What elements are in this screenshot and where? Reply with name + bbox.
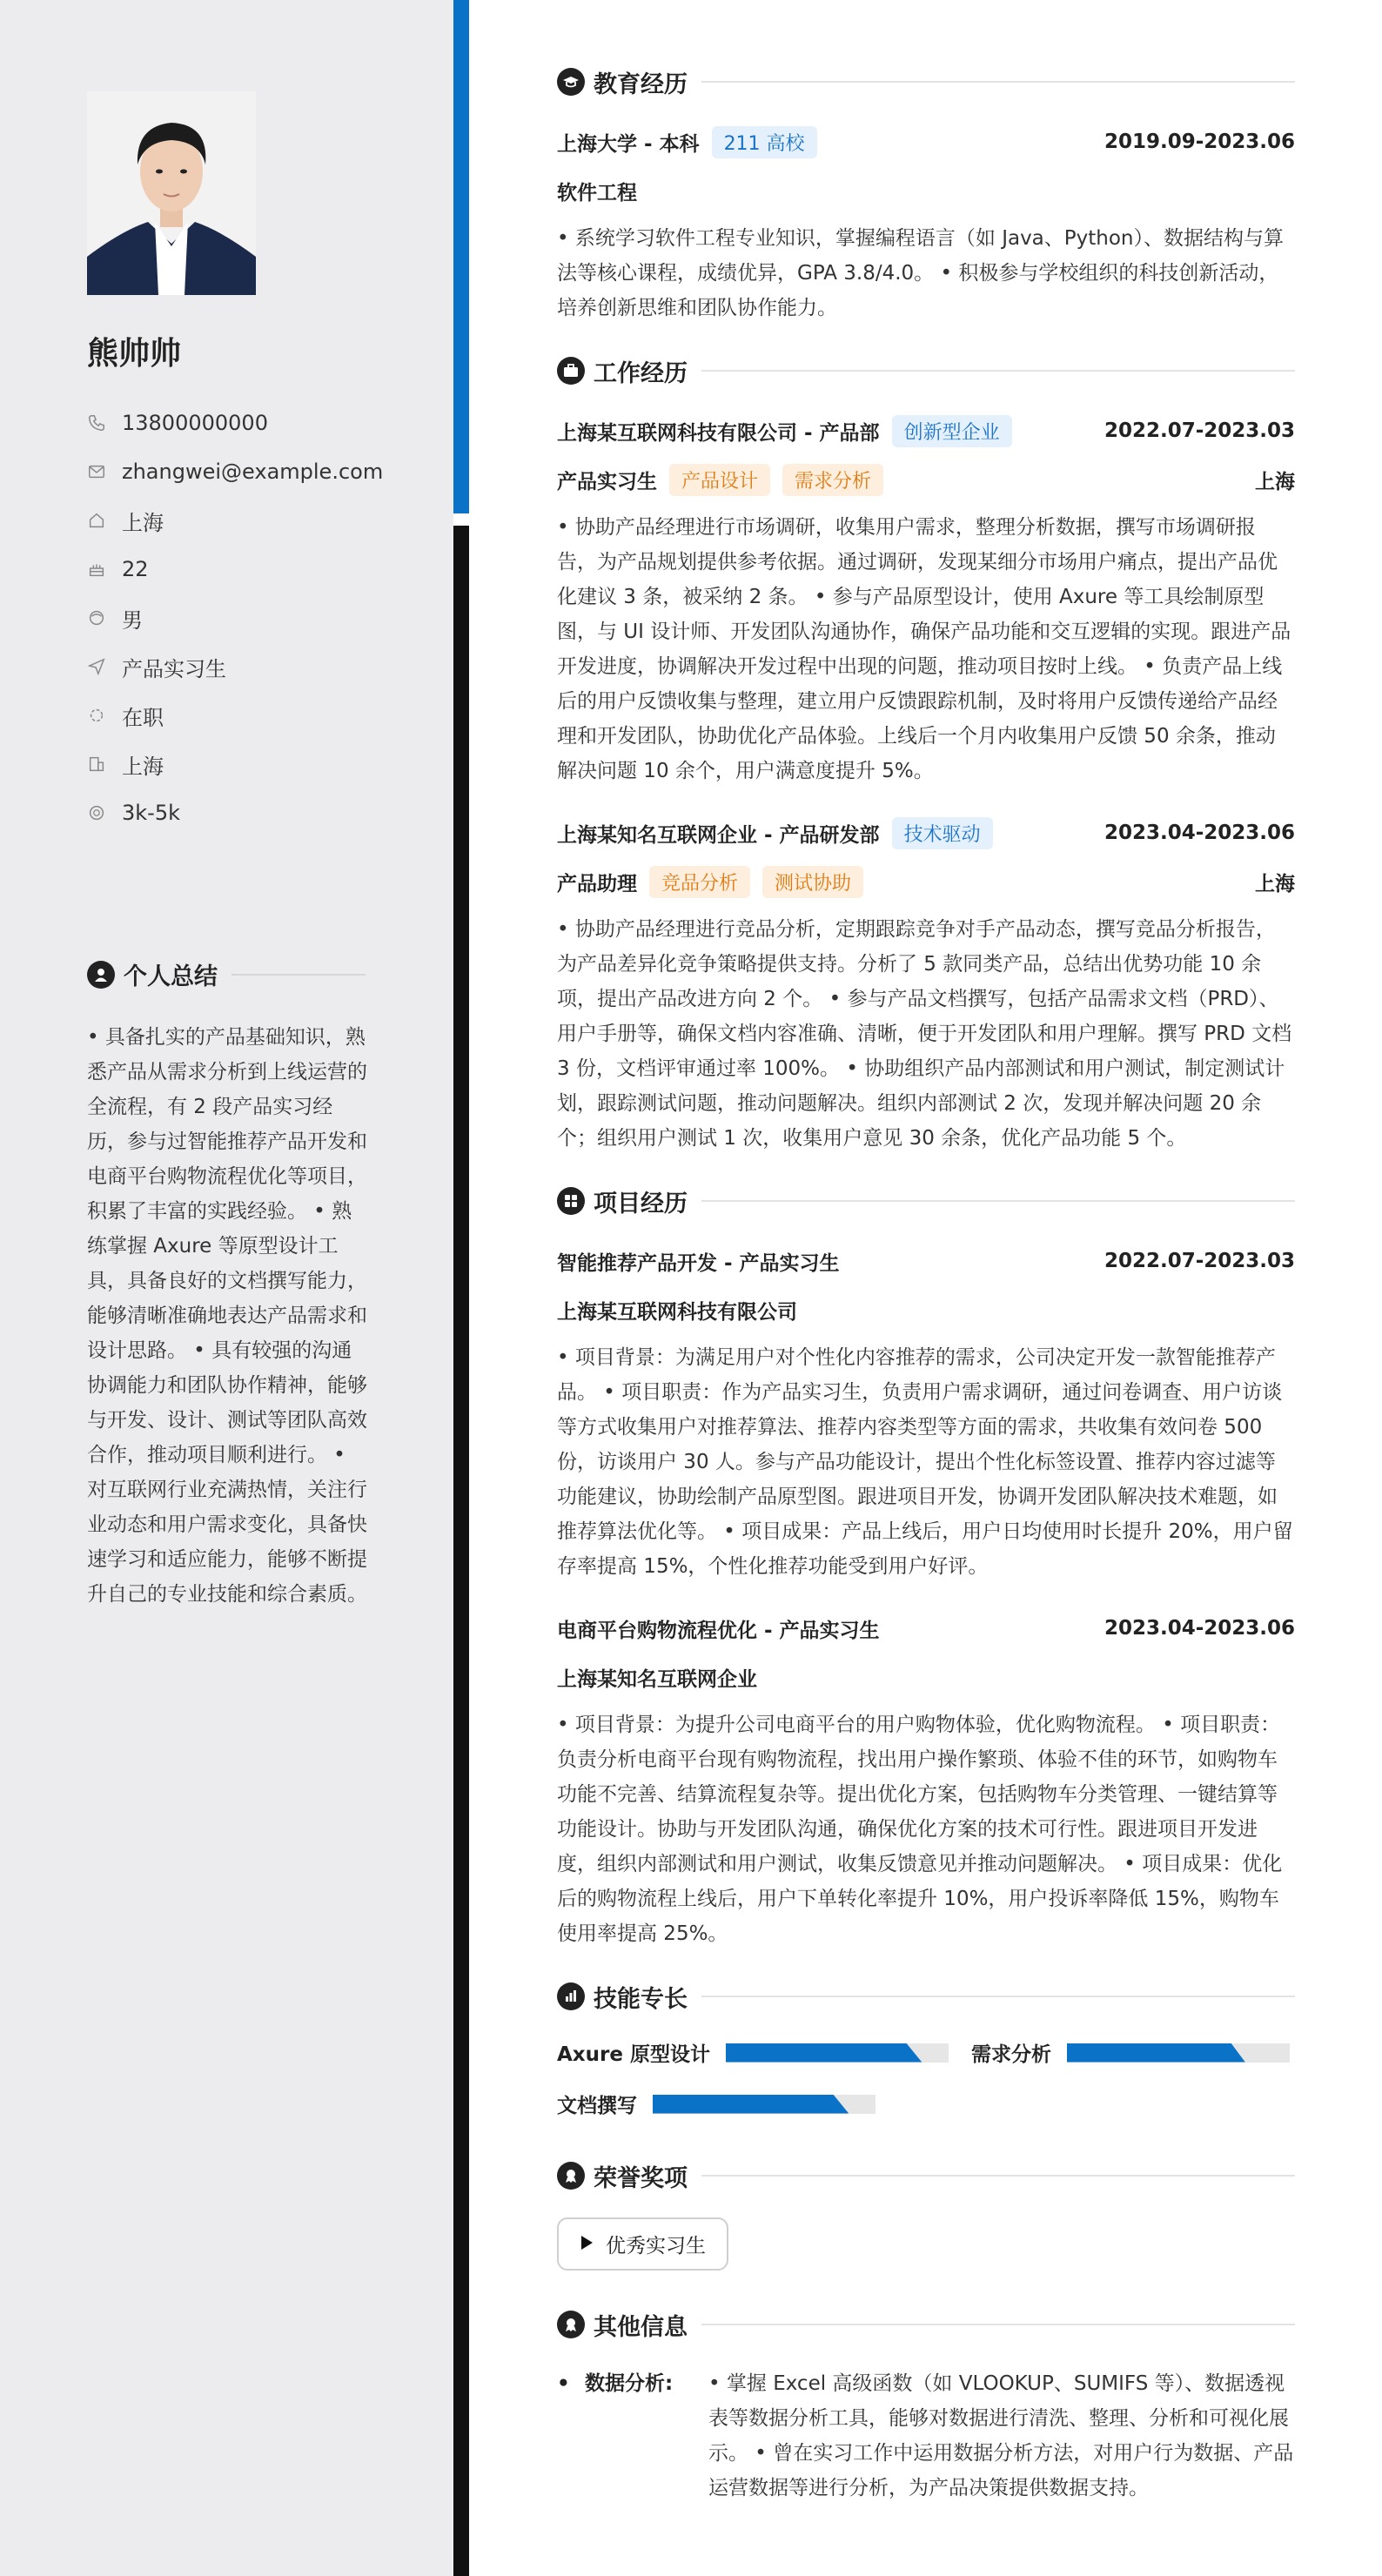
other-divider bbox=[701, 2324, 1295, 2325]
info-salary-text: 3k-5k bbox=[122, 801, 180, 825]
cake-icon bbox=[87, 560, 122, 579]
project-desc: • 项目背景：为满足用户对个性化内容推荐的需求，公司决定开发一款智能推荐产品。 • 项目职责：作为产品实习生，负责用户需求调研，通过问卷调查、用户访谈等方式收集用户对推荐算法、推荐内容类型等方面的需求，共收集有效问卷 500 份，访谈用户 30 人。参与产品功能设计，提出个性化标签设置、推荐内容过滤等功能建议，协助绘制产品原型图。跟进项目开发，协调开发团队解决技术难题，如推荐算法优化等。 • 项目成果：产品上线后，用户日均使用时长提升 20%，用户留存率提高 15%，个性化推荐功能受到用户好评。 bbox=[557, 1346, 1293, 1578]
summary-heading bbox=[87, 957, 366, 991]
project-company: 上海某知名互联网企业 bbox=[557, 1667, 757, 1691]
work-role-row bbox=[557, 863, 1295, 900]
other-title: 其他信息 bbox=[594, 2313, 688, 2341]
skill-bar bbox=[1067, 2043, 1290, 2063]
info-position bbox=[87, 642, 418, 691]
info-gender bbox=[87, 594, 418, 642]
skill-item bbox=[557, 2038, 949, 2067]
major: 软件工程 bbox=[557, 181, 637, 205]
education-title: 教育经历 bbox=[594, 70, 688, 98]
other-label: 数据分析: bbox=[585, 2372, 674, 2395]
briefcase-icon bbox=[557, 357, 585, 385]
main-content bbox=[557, 63, 1295, 2506]
mail-icon bbox=[87, 462, 122, 481]
award-icon bbox=[557, 2162, 585, 2190]
honors-heading bbox=[557, 2157, 1295, 2195]
work-location: 上海 bbox=[1255, 872, 1295, 896]
work-company-tag: 技术驱动 bbox=[892, 817, 993, 849]
education-desc: • 系统学习软件工程专业知识，掌握编程语言（如 Java、Python）、数据结构与算法等核心课程，成绩优异，GPA 3.8/4.0。 • 积极参与学校组织的科技创新活动，培养创新思维和团队协作能力。 bbox=[557, 227, 1284, 319]
work-date: 2023.04-2023.06 bbox=[1104, 822, 1295, 844]
other-item bbox=[557, 2366, 1295, 2506]
gender-icon bbox=[87, 608, 122, 627]
info-salary bbox=[87, 788, 418, 837]
profile-name: 熊帅帅 bbox=[87, 336, 182, 372]
grid-icon bbox=[557, 1187, 585, 1215]
work-heading bbox=[557, 352, 1295, 390]
honors-divider bbox=[701, 2175, 1295, 2177]
info-age bbox=[87, 545, 418, 594]
work-date: 2022.07-2023.03 bbox=[1104, 419, 1295, 442]
projects-title: 项目经历 bbox=[594, 1190, 688, 1218]
info-position-text: 产品实习生 bbox=[122, 656, 226, 681]
info-email-text: zhangwei@example.com bbox=[122, 460, 384, 484]
info-city-text: 上海 bbox=[122, 754, 164, 779]
info-phone bbox=[87, 399, 418, 447]
work-location: 上海 bbox=[1255, 470, 1295, 493]
work-company-row bbox=[557, 413, 1295, 449]
play-icon bbox=[580, 2233, 594, 2256]
school-tag: 211 高校 bbox=[712, 126, 817, 158]
skill-name: 需求分析 bbox=[970, 2043, 1051, 2066]
avatar bbox=[87, 91, 256, 295]
skill-bar-fill bbox=[726, 2043, 922, 2063]
education-date: 2019.09-2023.06 bbox=[1104, 131, 1295, 153]
building-icon bbox=[87, 755, 122, 774]
info-status bbox=[87, 691, 418, 740]
project-row bbox=[557, 1243, 1295, 1279]
work-role-tag: 产品设计 bbox=[669, 464, 770, 496]
education-heading bbox=[557, 63, 1295, 101]
bar-chart-icon bbox=[557, 1982, 585, 2010]
user-icon bbox=[87, 961, 115, 989]
skill-bar bbox=[653, 2095, 875, 2114]
skills-title: 技能专长 bbox=[594, 1985, 688, 2013]
award-icon bbox=[557, 2311, 585, 2338]
work-company-tag: 创新型企业 bbox=[892, 415, 1012, 447]
home-icon bbox=[87, 511, 122, 530]
award-badge bbox=[557, 2217, 728, 2271]
work-title: 工作经历 bbox=[594, 359, 688, 387]
bullet-icon: • bbox=[557, 2372, 570, 2395]
education-divider bbox=[701, 81, 1295, 83]
summary-divider bbox=[231, 974, 366, 976]
info-phone-text: 13800000000 bbox=[122, 411, 268, 435]
project-date: 2023.04-2023.06 bbox=[1104, 1617, 1295, 1640]
summary-text: • 具备扎实的产品基础知识，熟悉产品从需求分析到上线运营的全流程，有 2 段产品实习经历，参与过智能推荐产品开发和电商平台购物流程优化等项目，积累了丰富的实践经验。 • 熟练掌握 Axure 等原型设计工具，具备良好的文档撰写能力，能够清晰准确地表达产品需求和设计思路。 • 具有较强的沟通协调能力和团队协作精神，能够与开发、设计、测试等团队高效合作，推动项目顺利进行。 • 对互联网行业充满热情，关注行业动态和用户需求变化，具备快速学习和适应能力，能够不断提升自己的专业技能和综合素质。 bbox=[87, 1026, 367, 1606]
other-heading bbox=[557, 2305, 1295, 2344]
info-email bbox=[87, 447, 418, 496]
skills-heading bbox=[557, 1977, 1295, 2016]
work-desc: • 协助产品经理进行市场调研，收集用户需求，整理分析数据，撰写市场调研报告，为产品规划提供参考依据。通过调研，发现某细分市场用户痛点，提出产品优化建议 3 条，被采纳 2 条。 • 参与产品原型设计，使用 Axure 等工具绘制原型图，与 UI 设计师、开发团队沟通协作，确保产品功能和交互逻辑的实现。跟进产品开发进度，协调解决开发过程中出现的问题，推动项目按时上线。 • 负责产品上线后的用户反馈收集与整理，建立用户反馈跟踪机制，及时将用户反馈传递给产品经理和开发团队，协助优化产品体验。上线后一个月内收集用户反馈 50 余条，推动解决问题 10 余个，用户满意度提升 5%。 bbox=[557, 516, 1291, 782]
other-text: • 掌握 Excel 高级函数（如 VLOOKUP、SUMIFS 等）、数据透视表等数据分析工具，能够对数据进行清洗、整理、分析和可视化展示。 • 曾在实习工作中运用数据分析方法，对用户行为数据、产品运营数据等进行分析，为产品决策提供数据支持。 bbox=[708, 2372, 1294, 2499]
salary-icon bbox=[87, 803, 122, 822]
skill-name: 文档撰写 bbox=[557, 2095, 637, 2117]
work-role-tag: 需求分析 bbox=[782, 464, 883, 496]
graduation-cap-icon bbox=[557, 68, 585, 96]
info-city bbox=[87, 740, 418, 788]
skill-bar bbox=[726, 2043, 949, 2063]
avatar-photo bbox=[87, 91, 256, 295]
work-role-tag: 竞品分析 bbox=[649, 866, 750, 898]
work-desc: • 协助产品经理进行竞品分析，定期跟踪竞争对手产品动态，撰写竞品分析报告，为产品差异化竞争策略提供支持。分析了 5 款同类产品，总结出优势功能 10 余项，提出产品改进方向 2 个。 • 参与产品文档撰写，包括产品需求文档（PRD）、用户手册等，确保文档内容准确、清晰，便于开发团队和用户理解。撰写 PRD 文档 3 份，文档评审通过率 100%。 • 协助组织产品内部测试和用户测试，制定测试计划，跟踪测试问题，推动问题解决。组织内部测试 2 次，发现并解决问题 20 余个；组织用户测试 1 次，收集用户意见 30 余条，优化产品功能 5 个。 bbox=[557, 918, 1292, 1150]
info-location bbox=[87, 496, 418, 545]
project-company: 上海某互联网科技有限公司 bbox=[557, 1300, 797, 1324]
info-status-text: 在职 bbox=[122, 705, 164, 730]
skill-name: Axure 原型设计 bbox=[557, 2043, 710, 2066]
send-icon bbox=[87, 657, 122, 676]
work-role: 产品实习生 bbox=[557, 470, 657, 493]
status-icon bbox=[87, 706, 122, 725]
divider-strip bbox=[453, 526, 469, 2576]
project-row bbox=[557, 1610, 1295, 1647]
work-divider bbox=[701, 370, 1295, 372]
projects-divider bbox=[701, 1200, 1295, 1202]
accent-strip bbox=[453, 0, 469, 513]
work-company: 上海某知名互联网企业 - 产品研发部 bbox=[557, 823, 880, 847]
info-age-text: 22 bbox=[122, 557, 149, 581]
award-text: 优秀实习生 bbox=[606, 2235, 706, 2257]
project-desc: • 项目背景：为提升公司电商平台的用户购物体验，优化购物流程。 • 项目职责：负责分析电商平台现有购物流程，找出用户操作繁琐、体验不佳的环节，如购物车功能不完善、结算流程复杂等。提出优化方案，包括购物车分类管理、一键结算等功能设计。协助与开发团队沟通，确保优化方案的技术可行性。跟进项目开发进度，组织内部测试和用户测试，收集反馈意见并推动问题解决。 • 项目成果：优化后的购物流程上线后，用户下单转化率提升 10%，用户投诉率降低 15%，购物车使用率提高 25%。 bbox=[557, 1714, 1283, 1945]
skill-item bbox=[971, 2038, 1290, 2067]
skill-bar-fill bbox=[653, 2095, 849, 2114]
honors-title: 荣誉奖项 bbox=[594, 2164, 688, 2192]
school-name: 上海大学 - 本科 bbox=[557, 132, 700, 156]
info-gender-text: 男 bbox=[122, 607, 143, 633]
work-role: 产品助理 bbox=[557, 872, 637, 896]
projects-heading bbox=[557, 1182, 1295, 1220]
phone-icon bbox=[87, 413, 122, 433]
work-company-row bbox=[557, 815, 1295, 851]
work-company: 上海某互联网科技有限公司 - 产品部 bbox=[557, 421, 880, 445]
info-location-text: 上海 bbox=[122, 510, 164, 535]
summary-title: 个人总结 bbox=[124, 963, 218, 990]
skill-item bbox=[557, 2090, 875, 2118]
skill-bar-fill bbox=[1067, 2043, 1245, 2063]
work-role-tag: 测试协助 bbox=[762, 866, 863, 898]
project-date: 2022.07-2023.03 bbox=[1104, 1250, 1295, 1272]
project-name: 智能推荐产品开发 - 产品实习生 bbox=[557, 1251, 840, 1275]
project-name: 电商平台购物流程优化 - 产品实习生 bbox=[557, 1619, 880, 1642]
work-role-row bbox=[557, 461, 1295, 498]
skills-divider bbox=[701, 1996, 1295, 1997]
education-row bbox=[557, 124, 1295, 160]
skills-list bbox=[557, 2038, 1295, 2118]
contact-info-list bbox=[87, 399, 418, 837]
